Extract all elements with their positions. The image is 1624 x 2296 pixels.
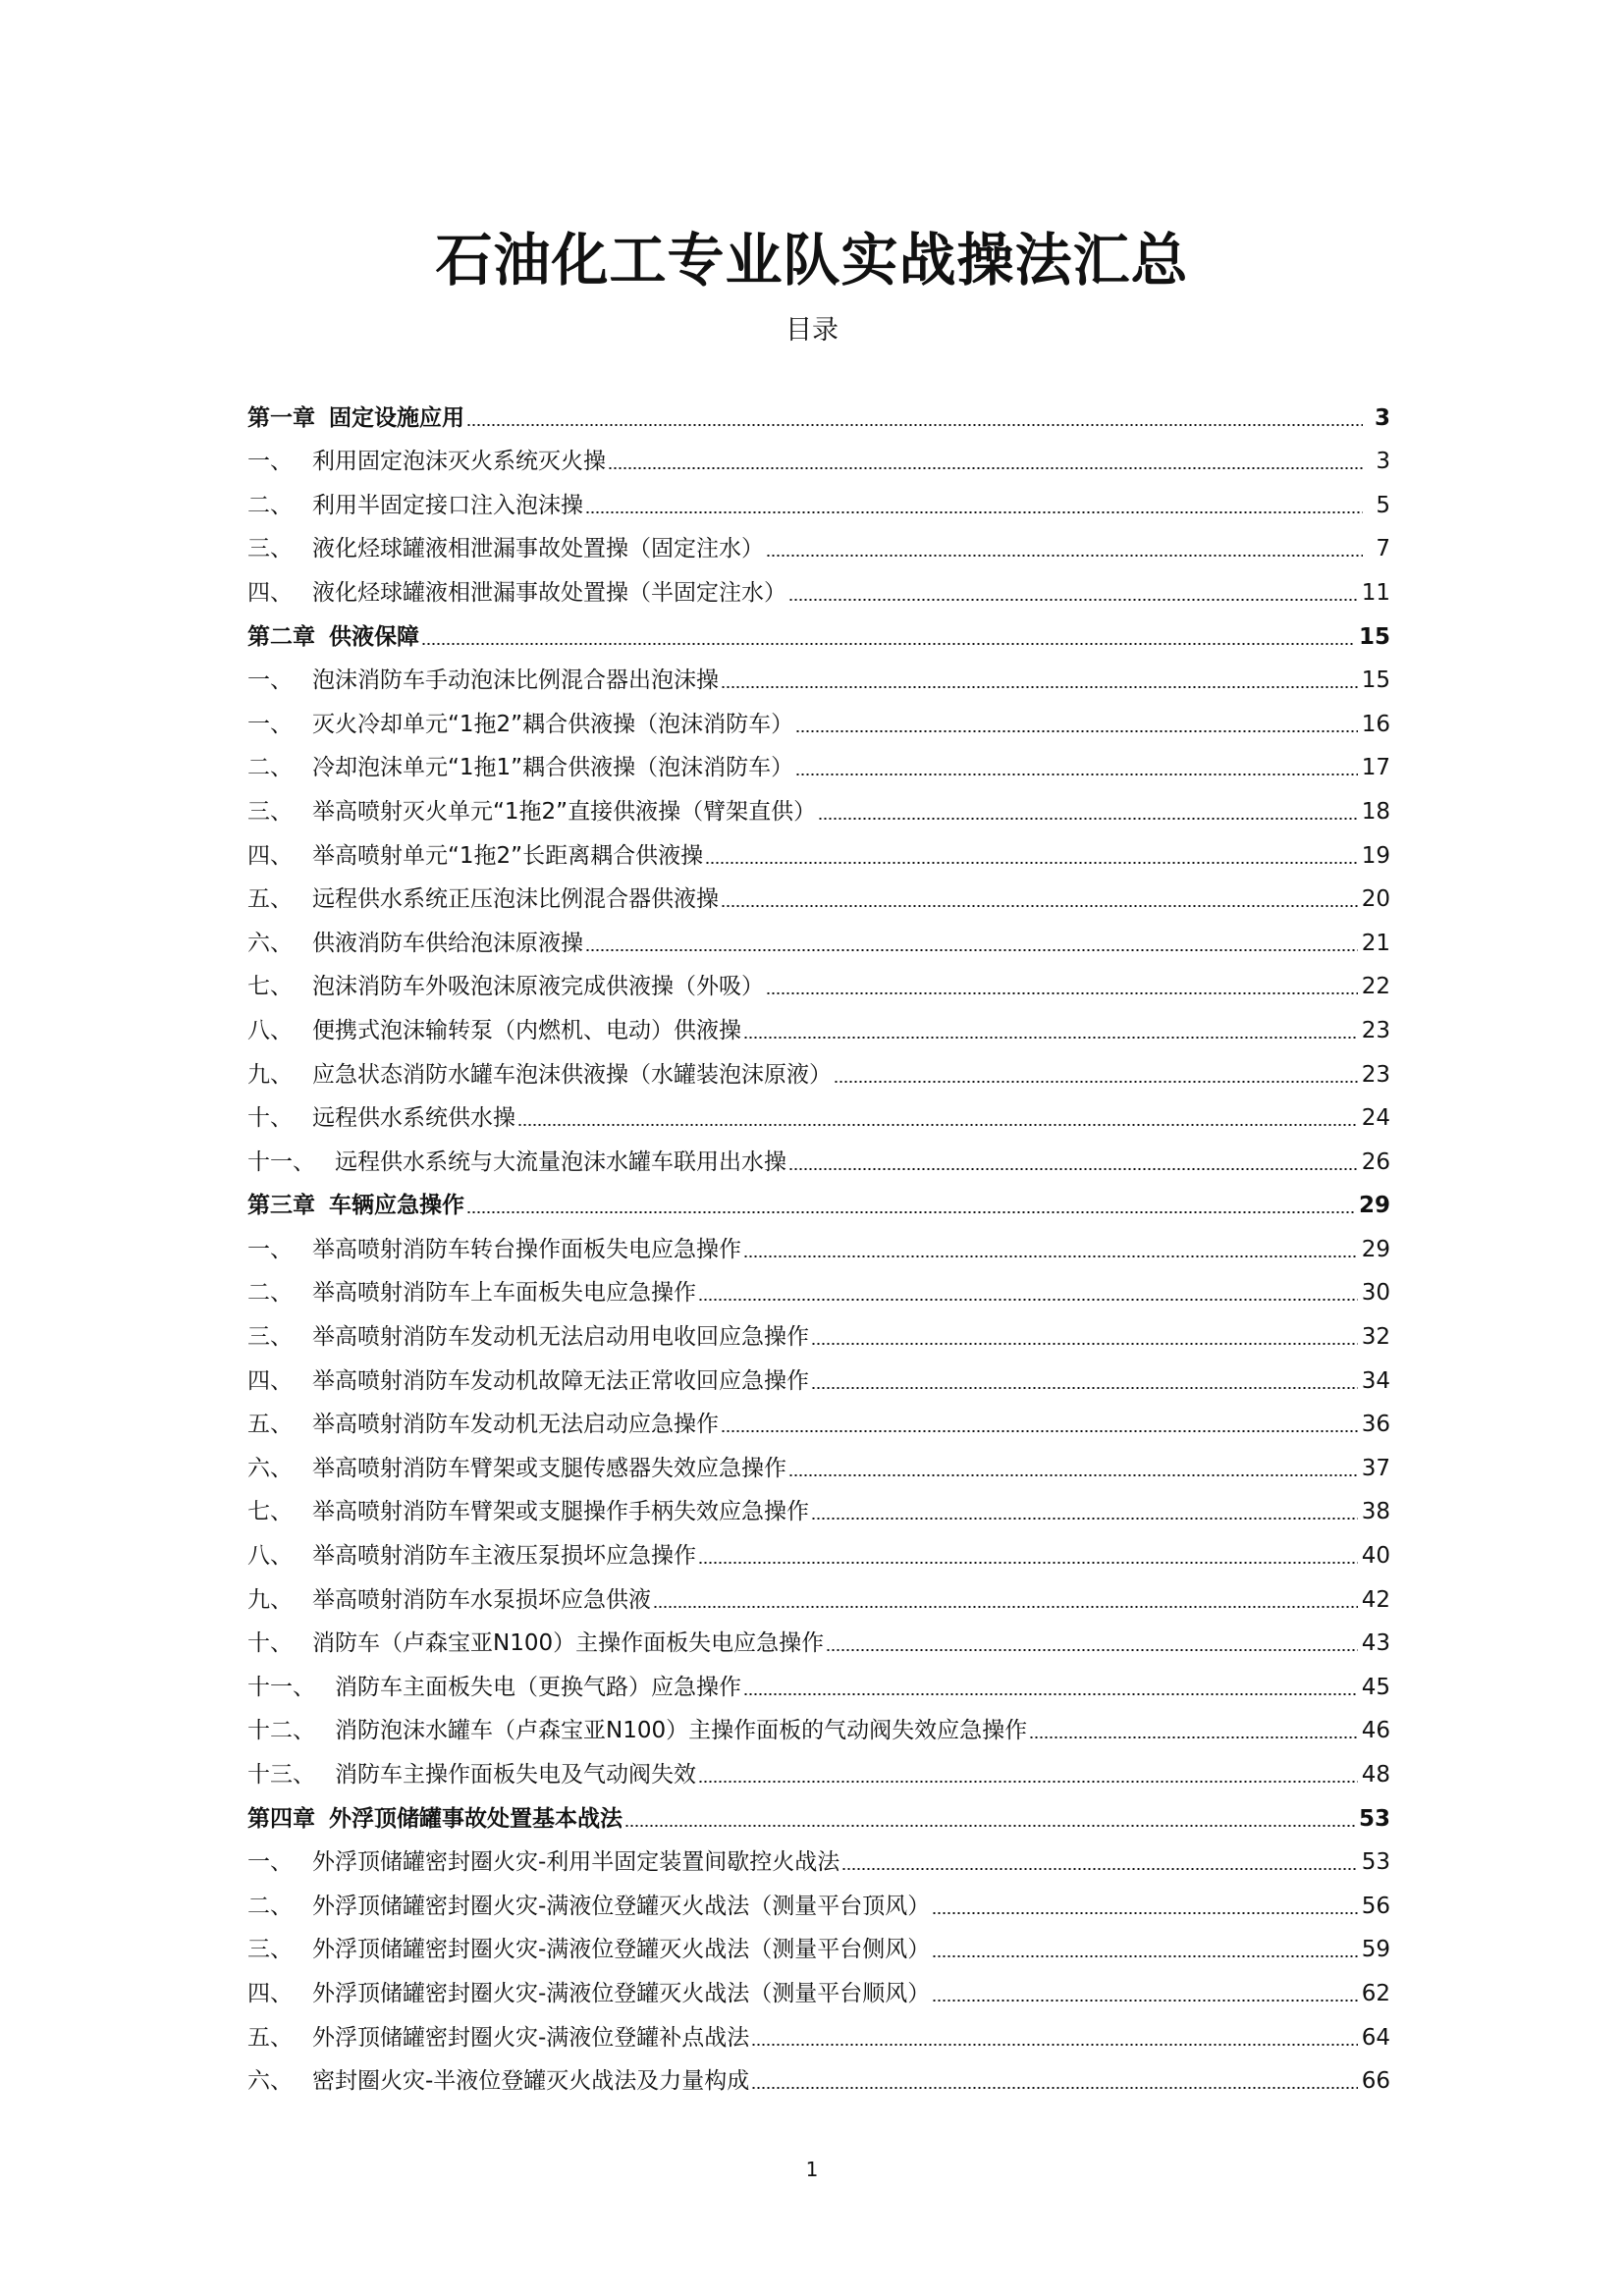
toc-entry-title: 消防车主面板失电（更换气路）应急操作 <box>335 1674 741 1700</box>
toc-dot-leader <box>585 949 1358 951</box>
toc-entry-number: 十三、 <box>247 1762 315 1788</box>
toc-dot-leader <box>811 1518 1358 1520</box>
toc-entry-page: 40 <box>1361 1543 1390 1570</box>
toc-entry-number: 五、 <box>247 886 293 913</box>
toc-entry-title: 泡沫消防车手动泡沫比例混合器出泡沫操 <box>312 667 719 694</box>
toc-dot-leader <box>743 1693 1358 1695</box>
toc-entry-number: 第四章 <box>247 1805 315 1832</box>
toc-entry-title: 举高喷射消防车发动机故障无法正常收回应急操作 <box>312 1367 809 1394</box>
toc-entry-page: 37 <box>1361 1455 1390 1481</box>
toc-heading: 目录 <box>785 315 839 346</box>
toc-entry-page: 45 <box>1361 1674 1390 1700</box>
toc-entry-title: 举高喷射消防车上车面板失电应急操作 <box>312 1280 696 1307</box>
toc-section-entry[interactable] <box>247 914 1390 958</box>
toc-entry-title: 外浮顶储罐事故处置基本战法 <box>329 1805 623 1832</box>
document-title: 石油化工专业队实战操法汇总 <box>435 227 1189 294</box>
toc-entry-page: 11 <box>1361 579 1390 606</box>
toc-entry-title: 消防车（卢森宝亚N100）主操作面板失电应急操作 <box>312 1630 825 1657</box>
toc-section-entry[interactable] <box>247 1396 1390 1440</box>
toc-entry-number: 九、 <box>247 1061 293 1088</box>
toc-section-entry[interactable] <box>247 1264 1390 1308</box>
toc-section-entry[interactable] <box>247 1571 1390 1615</box>
toc-entry-number: 三、 <box>247 536 293 562</box>
toc-chapter-entry[interactable] <box>247 389 1390 433</box>
toc-dot-leader <box>932 1912 1357 1914</box>
toc-section-entry[interactable] <box>247 433 1390 477</box>
toc-entry-page: 38 <box>1361 1499 1390 1525</box>
toc-entry-number: 七、 <box>247 974 293 1000</box>
toc-entry-number: 四、 <box>247 579 293 606</box>
toc-entry-title: 液化烃球罐液相泄漏事故处置操（固定注水） <box>312 536 764 562</box>
toc-entry-page: 32 <box>1361 1324 1390 1351</box>
toc-entry-page: 19 <box>1361 842 1390 869</box>
toc-entry-title: 泡沫消防车外吸泡沫原液完成供液操（外吸） <box>312 974 764 1000</box>
toc-entry-number: 四、 <box>247 1367 293 1394</box>
toc-dot-leader <box>766 555 1363 557</box>
toc-chapter-entry[interactable] <box>247 1789 1390 1834</box>
toc-entry-title: 外浮顶储罐密封圈火灾-利用半固定装置间歇控火战法 <box>312 1849 840 1876</box>
toc-entry-number: 十、 <box>247 1630 293 1657</box>
toc-entry-page: 56 <box>1361 1893 1390 1919</box>
toc-entry-page: 59 <box>1361 1937 1390 1963</box>
toc-entry-number: 第一章 <box>247 404 315 431</box>
toc-entry-title: 消防车主操作面板失电及气动阀失效 <box>335 1762 696 1788</box>
page-number: 1 <box>805 2158 819 2181</box>
toc-entry-number: 六、 <box>247 930 293 956</box>
toc-entry-title: 灭火冷却单元“1拖2”耦合供液操（泡沫消防车） <box>312 711 794 737</box>
toc-section-entry[interactable] <box>247 827 1390 871</box>
toc-dot-leader <box>721 686 1358 688</box>
toc-dot-leader <box>818 818 1358 820</box>
toc-entry-page: 22 <box>1361 974 1390 1000</box>
toc-entry-number: 三、 <box>247 1937 293 1963</box>
toc-entry-title: 外浮顶储罐密封圈火灾-满液位登罐补点战法 <box>312 2024 750 2051</box>
toc-section-entry[interactable] <box>247 2008 1390 2053</box>
toc-dot-leader <box>841 1868 1357 1870</box>
toc-dot-leader <box>698 1562 1358 1564</box>
toc-section-entry[interactable] <box>247 476 1390 520</box>
toc-entry-page: 20 <box>1361 886 1390 913</box>
toc-section-entry[interactable] <box>247 1045 1390 1090</box>
toc-entry-number: 一、 <box>247 1849 293 1876</box>
toc-entry-title: 举高喷射灭火单元“1拖2”直接供液操（臂架直供） <box>312 798 817 825</box>
toc-dot-leader <box>788 1474 1358 1476</box>
toc-entry-number: 六、 <box>247 1455 293 1481</box>
toc-section-entry[interactable] <box>247 739 1390 783</box>
toc-entry-page: 24 <box>1361 1105 1390 1132</box>
toc-dot-leader <box>811 1343 1358 1345</box>
toc-section-entry[interactable] <box>247 1352 1390 1396</box>
toc-entry-page: 53 <box>1358 1805 1390 1832</box>
toc-section-entry[interactable] <box>247 1439 1390 1483</box>
toc-entry-number: 六、 <box>247 2068 293 2095</box>
toc-section-entry[interactable] <box>247 652 1390 696</box>
toc-entry-title: 外浮顶储罐密封圈火灾-满液位登罐灭火战法（测量平台侧风） <box>312 1937 931 1963</box>
toc-entry-number: 二、 <box>247 1280 293 1307</box>
toc-section-entry[interactable] <box>247 1745 1390 1789</box>
toc-entry-number: 二、 <box>247 755 293 781</box>
toc-entry-page: 15 <box>1361 667 1390 694</box>
toc-entry-page: 46 <box>1361 1718 1390 1744</box>
toc-entry-title: 供液消防车供给泡沫原液操 <box>312 930 583 956</box>
toc-entry-title: 远程供水系统与大流量泡沫水罐车联用出水操 <box>335 1148 786 1175</box>
toc-entry-number: 十一、 <box>247 1148 315 1175</box>
toc-entry-page: 30 <box>1361 1280 1390 1307</box>
toc-dot-leader <box>751 2087 1357 2089</box>
table-of-contents <box>247 389 1390 2096</box>
toc-entry-title: 便携式泡沫输转泵（内燃机、电动）供液操 <box>312 1017 741 1043</box>
toc-entry-number: 七、 <box>247 1499 293 1525</box>
toc-entry-number: 第二章 <box>247 623 315 650</box>
toc-section-entry[interactable] <box>247 563 1390 608</box>
toc-entry-title: 举高喷射消防车转台操作面板失电应急操作 <box>312 1236 741 1262</box>
toc-entry-title: 液化烃球罐液相泄漏事故处置操（半固定注水） <box>312 579 786 606</box>
toc-dot-leader <box>624 1825 1355 1827</box>
toc-entry-page: 43 <box>1361 1630 1390 1657</box>
toc-section-entry[interactable] <box>247 520 1390 564</box>
toc-entry-title: 车辆应急操作 <box>329 1193 464 1219</box>
toc-chapter-entry[interactable] <box>247 608 1390 652</box>
toc-dot-leader <box>721 905 1358 907</box>
toc-entry-number: 五、 <box>247 2024 293 2051</box>
toc-entry-number: 二、 <box>247 492 293 518</box>
toc-entry-page: 34 <box>1361 1367 1390 1394</box>
toc-entry-title: 举高喷射消防车主液压泵损坏应急操作 <box>312 1543 696 1570</box>
toc-entry-number: 十二、 <box>247 1718 315 1744</box>
toc-entry-title: 应急状态消防水罐车泡沫供液操（水罐装泡沫原液） <box>312 1061 832 1088</box>
toc-section-entry[interactable] <box>247 1308 1390 1352</box>
toc-dot-leader <box>751 2044 1357 2046</box>
toc-dot-leader <box>788 1168 1358 1170</box>
toc-entry-number: 十一、 <box>247 1674 315 1700</box>
toc-section-entry[interactable] <box>247 1526 1390 1571</box>
toc-dot-leader <box>721 1430 1358 1432</box>
toc-entry-number: 九、 <box>247 1586 293 1613</box>
toc-section-entry[interactable] <box>247 1658 1390 1702</box>
toc-dot-leader <box>834 1081 1358 1083</box>
toc-section-entry[interactable] <box>247 695 1390 739</box>
toc-section-entry[interactable] <box>247 2053 1390 2097</box>
toc-dot-leader <box>698 1299 1358 1301</box>
toc-dot-leader <box>585 511 1363 513</box>
toc-section-entry[interactable] <box>247 1877 1390 1921</box>
toc-section-entry[interactable] <box>247 1702 1390 1746</box>
toc-entry-title: 固定设施应用 <box>329 404 464 431</box>
toc-section-entry[interactable] <box>247 1001 1390 1045</box>
toc-entry-number: 五、 <box>247 1412 293 1438</box>
toc-entry-page: 36 <box>1361 1412 1390 1438</box>
toc-dot-leader <box>795 730 1358 732</box>
toc-entry-page: 23 <box>1361 1017 1390 1043</box>
toc-entry-page: 16 <box>1361 711 1390 737</box>
toc-section-entry[interactable] <box>247 1090 1390 1134</box>
toc-section-entry[interactable] <box>247 1615 1390 1659</box>
toc-dot-leader <box>705 862 1358 864</box>
toc-dot-leader <box>743 1037 1358 1039</box>
toc-entry-page: 23 <box>1361 1061 1390 1088</box>
toc-section-entry[interactable] <box>247 871 1390 915</box>
toc-entry-title: 举高喷射消防车臂架或支腿传感器失效应急操作 <box>312 1455 786 1481</box>
toc-entry-page: 26 <box>1361 1148 1390 1175</box>
toc-entry-page: 5 <box>1376 492 1390 518</box>
toc-entry-number: 八、 <box>247 1017 293 1043</box>
toc-dot-leader <box>608 467 1363 469</box>
toc-dot-leader <box>421 643 1355 645</box>
toc-entry-page: 17 <box>1361 755 1390 781</box>
toc-entry-page: 29 <box>1358 1193 1390 1219</box>
toc-section-entry[interactable] <box>247 1964 1390 2008</box>
toc-entry-number: 三、 <box>247 798 293 825</box>
toc-entry-page: 48 <box>1361 1762 1390 1788</box>
toc-entry-title: 外浮顶储罐密封圈火灾-满液位登罐灭火战法（测量平台顺风） <box>312 1980 931 2006</box>
toc-entry-number: 八、 <box>247 1543 293 1570</box>
toc-dot-leader <box>826 1649 1358 1651</box>
toc-entry-title: 冷却泡沫单元“1拖1”耦合供液操（泡沫消防车） <box>312 755 794 781</box>
toc-entry-number: 四、 <box>247 842 293 869</box>
toc-section-entry[interactable] <box>247 958 1390 1002</box>
toc-dot-leader <box>1029 1736 1358 1738</box>
toc-entry-page: 18 <box>1361 798 1390 825</box>
toc-entry-title: 远程供水系统供水操 <box>312 1105 515 1132</box>
toc-dot-leader <box>653 1606 1358 1608</box>
toc-section-entry[interactable] <box>247 1834 1390 1878</box>
toc-entry-title: 供液保障 <box>329 623 419 650</box>
toc-entry-page: 3 <box>1374 404 1390 431</box>
toc-dot-leader <box>932 2000 1357 2002</box>
toc-dot-leader <box>795 774 1358 775</box>
toc-section-entry[interactable] <box>247 1133 1390 1177</box>
toc-entry-title: 利用固定泡沫灭火系统灭火操 <box>312 449 606 475</box>
toc-dot-leader <box>932 1955 1357 1957</box>
toc-entry-page: 3 <box>1376 449 1390 475</box>
toc-entry-title: 举高喷射消防车水泵损坏应急供液 <box>312 1586 651 1613</box>
toc-entry-page: 15 <box>1358 623 1390 650</box>
toc-entry-title: 举高喷射消防车发动机无法启动用电收回应急操作 <box>312 1324 809 1351</box>
toc-entry-number: 四、 <box>247 1980 293 2006</box>
toc-entry-title: 举高喷射消防车臂架或支腿操作手柄失效应急操作 <box>312 1499 809 1525</box>
toc-entry-title: 消防泡沫水罐车（卢森宝亚N100）主操作面板的气动阀失效应急操作 <box>335 1718 1028 1744</box>
toc-dot-leader <box>698 1781 1358 1783</box>
toc-section-entry[interactable] <box>247 782 1390 827</box>
toc-entry-title: 举高喷射单元“1拖2”长距离耦合供液操 <box>312 842 704 869</box>
toc-entry-number: 十、 <box>247 1105 293 1132</box>
toc-dot-leader <box>788 599 1358 601</box>
toc-entry-title: 利用半固定接口注入泡沫操 <box>312 492 583 518</box>
toc-entry-page: 21 <box>1361 930 1390 956</box>
toc-entry-number: 一、 <box>247 449 293 475</box>
toc-entry-number: 三、 <box>247 1324 293 1351</box>
toc-section-entry[interactable] <box>247 1483 1390 1527</box>
toc-dot-leader <box>466 1211 1355 1213</box>
toc-entry-number: 一、 <box>247 667 293 694</box>
toc-entry-page: 7 <box>1376 536 1390 562</box>
toc-dot-leader <box>811 1387 1358 1389</box>
toc-entry-page: 66 <box>1361 2068 1390 2095</box>
toc-chapter-entry[interactable] <box>247 1177 1390 1221</box>
toc-entry-page: 62 <box>1361 1980 1390 2006</box>
toc-section-entry[interactable] <box>247 1220 1390 1264</box>
toc-entry-number: 一、 <box>247 711 293 737</box>
toc-entry-page: 53 <box>1361 1849 1390 1876</box>
toc-entry-title: 远程供水系统正压泡沫比例混合器供液操 <box>312 886 719 913</box>
toc-dot-leader <box>743 1255 1358 1257</box>
toc-entry-page: 42 <box>1361 1586 1390 1613</box>
toc-entry-page: 64 <box>1361 2024 1390 2051</box>
toc-section-entry[interactable] <box>247 1921 1390 1965</box>
toc-entry-number: 一、 <box>247 1236 293 1262</box>
toc-dot-leader <box>466 424 1363 426</box>
toc-dot-leader <box>517 1124 1358 1126</box>
toc-dot-leader <box>766 992 1358 994</box>
toc-entry-number: 二、 <box>247 1893 293 1919</box>
toc-entry-page: 29 <box>1361 1236 1390 1262</box>
toc-entry-title: 外浮顶储罐密封圈火灾-满液位登罐灭火战法（测量平台顶风） <box>312 1893 931 1919</box>
toc-entry-title: 举高喷射消防车发动机无法启动应急操作 <box>312 1412 719 1438</box>
toc-entry-number: 第三章 <box>247 1193 315 1219</box>
toc-entry-title: 密封圈火灾-半液位登罐灭火战法及力量构成 <box>312 2068 750 2095</box>
